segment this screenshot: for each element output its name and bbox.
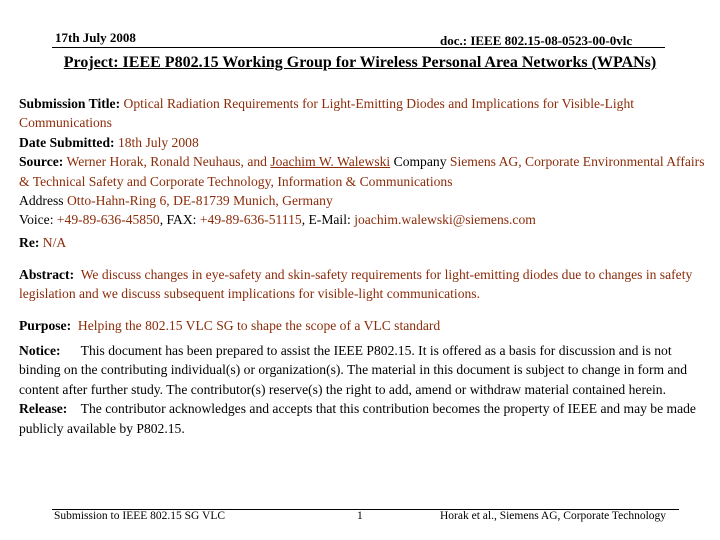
address: Otto-Hahn-Ring 6, DE-81739 Munich, Germany bbox=[66, 193, 333, 209]
date-submitted: 18th July 2008 bbox=[117, 134, 199, 150]
abstract-text: We discuss changes in eye-safety and skin-safety requirements for light-emitting diodes due to changes in safety legislation and we discuss subsequent implications for visible-light communications. bbox=[19, 267, 693, 302]
author-link[interactable]: Joachim W. Walewski bbox=[270, 154, 391, 170]
re-value: N/A bbox=[42, 235, 67, 250]
header-date: 17th July 2008 bbox=[55, 30, 136, 45]
notice-text: This document has been prepared to assist the IEEE P802.15. It is offered as a basis for discussion and is not binding on the contributing individual(s) or organization(s). The material in this document is subject to change in form and content after further study. The contributor(s) reserve(s) the right to add, amend or withdraw material contained herein. bbox=[19, 343, 688, 397]
fax-label: FAX: bbox=[166, 212, 197, 228]
submission-title-label: Submission Title: bbox=[19, 96, 121, 111]
purpose-block bbox=[19, 316, 714, 335]
footer-submission: Submission to IEEE 802.15 SG VLC bbox=[54, 510, 226, 522]
company-label: Company bbox=[393, 154, 447, 170]
release-text: The contributor acknowledges and accepts that this contribution becomes the property of IEEE and may be made publicly available by P802.15. bbox=[19, 401, 696, 436]
source-authors: Werner Horak, Ronald Neuhaus, and bbox=[66, 154, 267, 170]
release-label: Release: bbox=[19, 401, 68, 417]
fax-number: +49-89-636-51115 bbox=[199, 212, 302, 228]
re-label: Re: bbox=[19, 235, 40, 250]
abstract-block bbox=[19, 265, 714, 304]
address-label: Address bbox=[19, 193, 64, 209]
footer-author: Horak et al., Siemens AG, Corporate Technology bbox=[440, 510, 667, 522]
header-doc-id: doc.: IEEE 802.15-08-0523-00-0vlc bbox=[440, 33, 633, 48]
submission-block: Submission Title: Optical Radiation Requirements for Light-Emitting Diodes and Implications for Visible-Light Communications Date Submitted: 18th July 2008 Source: Werner Horak, Ronald Neuhaus, and Joachim W. Walewski Company Siemens AG, Corporate Environmental Affairs & Technical Safety and Corporate Technology, Information & Communications Address Otto-Hahn-Ring 6, DE-81739 Munich, Germany Voice: +49-89-636-45850, FAX: +49-89-636-51115, E-Mail: joachim.walewski@siemens.com bbox=[19, 96, 705, 228]
notice-block bbox=[19, 341, 714, 438]
email-address: joachim.walewski@siemens.com bbox=[354, 212, 536, 228]
source-label: Source: bbox=[19, 154, 64, 170]
email-label: E-Mail: bbox=[308, 212, 351, 228]
footer-page-number: 1 bbox=[357, 510, 363, 522]
re-block bbox=[19, 233, 714, 252]
abstract-label: Abstract: bbox=[19, 267, 75, 282]
submission-title: Optical Radiation Requirements for Light-Emitting Diodes and Implications for Visible-Light Communications bbox=[19, 96, 635, 131]
purpose-text: Helping the 802.15 VLC SG to shape the scope of a VLC standard bbox=[77, 318, 441, 333]
company: Siemens AG, Corporate Environmental Affairs & Technical Safety and Corporate Technology, Information & Communications bbox=[19, 154, 705, 189]
purpose-label: Purpose: bbox=[19, 318, 72, 333]
voice-label: Voice: bbox=[19, 212, 54, 228]
voice-number: +49-89-636-45850 bbox=[56, 212, 160, 228]
header-divider bbox=[52, 47, 665, 48]
project-title: Project: IEEE P802.15 Working Group for Wireless Personal Area Networks (WPANs) bbox=[63, 54, 657, 71]
date-submitted-label: Date Submitted: bbox=[19, 134, 115, 150]
notice-label: Notice: bbox=[19, 343, 61, 358]
